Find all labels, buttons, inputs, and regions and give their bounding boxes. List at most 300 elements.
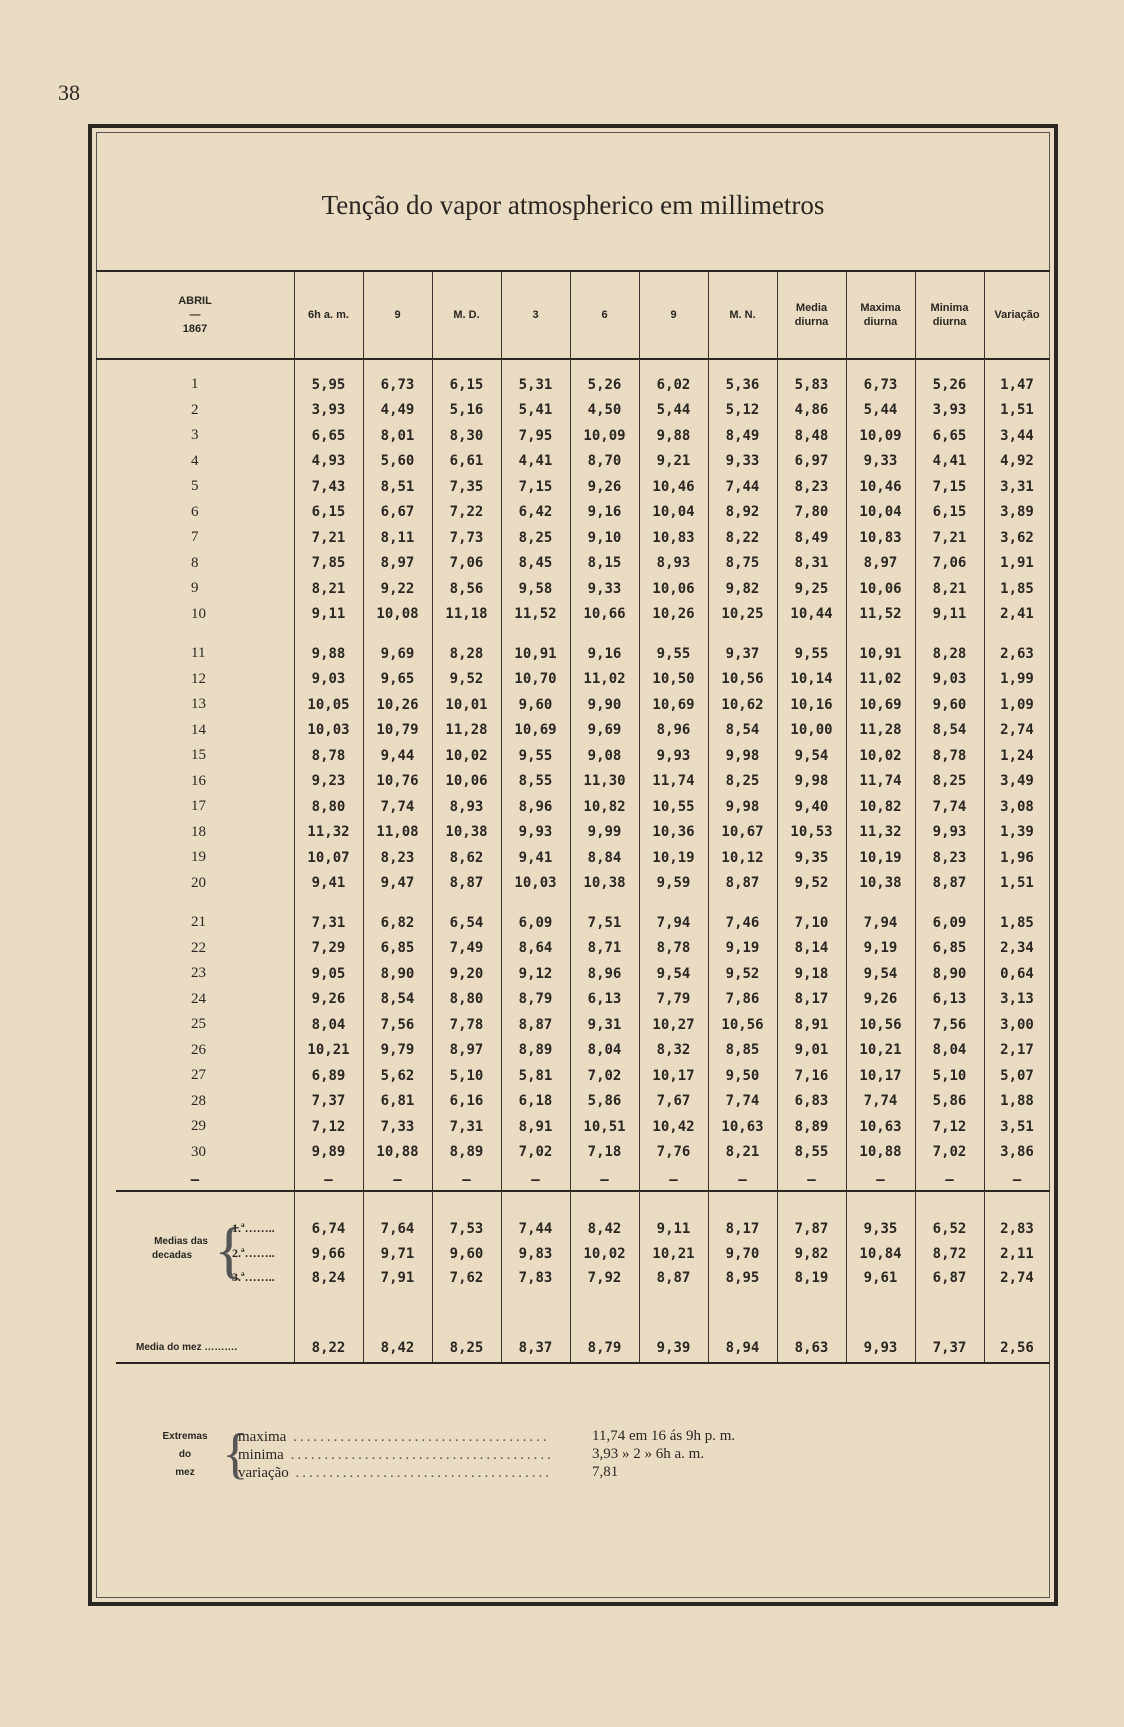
decade-value-cell: 8,42: [587, 1221, 622, 1238]
value-cell: 8,54: [725, 722, 760, 739]
extremes-head-1: Extremas: [162, 1431, 208, 1442]
value-cell: 9,98: [725, 747, 760, 764]
spacer-row: [96, 1291, 1050, 1335]
value-cell: 9,12: [518, 965, 553, 982]
value-cell: 9,93: [932, 824, 967, 841]
value-cell: 9,90: [587, 696, 622, 713]
value-cell: 8,22: [725, 529, 760, 546]
table-row: [96, 961, 1050, 987]
day-number: 8: [191, 554, 199, 571]
value-cell: 9,44: [380, 747, 415, 764]
spacer-cell: [915, 627, 984, 641]
value-cell: 11,28: [445, 722, 488, 739]
day-number: 19: [191, 849, 206, 866]
decade-value-cell: 7,92: [587, 1270, 622, 1287]
spacer-cell: [501, 896, 570, 910]
value-cell: 7,44: [725, 478, 760, 495]
value-cell: 3,62: [1000, 529, 1034, 546]
decade-value-cell: 10,21: [652, 1245, 695, 1262]
value-cell: 10,17: [859, 1067, 902, 1084]
value-cell: 3,89: [1000, 504, 1034, 521]
day-number: 29: [191, 1118, 206, 1135]
dash-cell: —: [807, 1172, 816, 1188]
value-cell: 9,60: [518, 696, 553, 713]
value-cell: 9,88: [311, 645, 346, 662]
value-cell: 6,13: [587, 991, 622, 1008]
value-cell: 5,86: [587, 1093, 622, 1110]
spacer-cell: [777, 896, 846, 910]
value-cell: 10,12: [721, 849, 764, 866]
table-row: [96, 398, 1050, 424]
spacer-cell: [639, 896, 708, 910]
value-cell: 7,33: [380, 1118, 415, 1135]
spacer-cell: [777, 627, 846, 641]
value-cell: 7,49: [449, 940, 484, 957]
value-cell: 11,52: [859, 606, 902, 623]
value-cell: 9,03: [932, 671, 967, 688]
month-mean-row: [96, 1335, 1050, 1361]
value-cell: 5,60: [380, 453, 415, 470]
dash-cell: —: [190, 1172, 200, 1188]
value-cell: 10,56: [859, 1016, 902, 1033]
value-cell: 10,07: [307, 849, 350, 866]
value-cell: 10,66: [583, 606, 626, 623]
value-cell: 7,79: [656, 991, 691, 1008]
value-cell: 4,92: [1000, 453, 1034, 470]
decade-value-cell: 9,60: [449, 1245, 484, 1262]
value-cell: 8,64: [518, 940, 553, 957]
value-cell: 1,51: [1000, 402, 1034, 419]
value-cell: 9,55: [794, 645, 829, 662]
dash-row: [96, 1165, 1050, 1195]
extreme-label: minima: [238, 1447, 284, 1463]
spacer-cell: [294, 627, 363, 641]
table-bottom-rule: [116, 1362, 1050, 1364]
value-cell: 10,09: [583, 427, 626, 444]
col-header: 9: [670, 309, 677, 321]
col-header: Maxima diurna: [860, 302, 901, 328]
value-cell: 11,74: [652, 773, 695, 790]
day-number: 3: [191, 427, 199, 444]
value-cell: 9,58: [518, 580, 553, 597]
table-row: [96, 449, 1050, 475]
col-header: 9: [394, 309, 401, 321]
value-cell: 9,40: [794, 798, 829, 815]
value-cell: 8,89: [518, 1042, 553, 1059]
header-row: [96, 272, 1050, 358]
value-cell: 10,46: [652, 478, 695, 495]
value-cell: 9,88: [656, 427, 691, 444]
value-cell: 10,14: [790, 671, 833, 688]
decade-label-cell: [96, 1266, 294, 1291]
day-number: 24: [191, 990, 206, 1007]
value-cell: 10,25: [721, 606, 764, 623]
table-row: [96, 1140, 1050, 1166]
vapor-tension-table: [96, 272, 1050, 1361]
decade-value-cell: 8,24: [311, 1270, 346, 1287]
decade-row: [96, 1266, 1050, 1291]
value-cell: 10,26: [652, 606, 695, 623]
value-cell: 8,49: [794, 529, 829, 546]
value-cell: 5,10: [449, 1067, 484, 1084]
decade-value-cell: 6,52: [932, 1221, 967, 1238]
spacer-cell: [570, 627, 639, 641]
extreme-label: variação: [238, 1465, 289, 1481]
value-cell: 3,51: [1000, 1118, 1034, 1135]
month-mean-cell: 8,37: [518, 1339, 553, 1356]
value-cell: 8,30: [449, 427, 484, 444]
value-cell: 7,06: [932, 555, 967, 572]
value-cell: 9,99: [587, 824, 622, 841]
spacer-cell: [363, 896, 432, 910]
value-cell: 2,41: [1000, 606, 1034, 623]
day-number: 20: [191, 874, 206, 891]
day-number: 27: [191, 1067, 206, 1084]
decade-value-cell: 2,74: [1000, 1270, 1034, 1287]
value-cell: 8,28: [932, 645, 967, 662]
value-cell: 8,23: [380, 849, 415, 866]
value-cell: 4,49: [380, 402, 415, 419]
value-cell: 1,09: [1000, 696, 1034, 713]
value-cell: 9,50: [725, 1067, 760, 1084]
dash-cell: —: [669, 1172, 678, 1188]
month-mean-cell: 8,79: [587, 1339, 622, 1356]
value-cell: 10,38: [583, 875, 626, 892]
value-cell: 5,36: [725, 376, 760, 393]
dash-cell: —: [462, 1172, 471, 1188]
table-row: [96, 820, 1050, 846]
spacer-cell: [570, 358, 639, 372]
value-cell: 11,32: [859, 824, 902, 841]
value-cell: 10,38: [445, 824, 488, 841]
spacer-cell: [96, 896, 294, 910]
value-cell: 10,38: [859, 875, 902, 892]
value-cell: 8,21: [932, 580, 967, 597]
value-cell: 4,41: [518, 453, 553, 470]
value-cell: 9,41: [518, 849, 553, 866]
value-cell: 9,31: [587, 1016, 622, 1033]
extreme-row: [238, 1446, 554, 1464]
value-cell: 7,37: [311, 1093, 346, 1110]
value-cell: 7,12: [311, 1118, 346, 1135]
extreme-row: [238, 1464, 552, 1482]
extremes-brace: {: [222, 1423, 249, 1485]
value-cell: 7,94: [863, 914, 898, 931]
value-cell: 9,93: [518, 824, 553, 841]
col-header: Media diurna: [794, 302, 829, 328]
decade-row: [96, 1217, 1050, 1242]
value-cell: 10,03: [514, 875, 557, 892]
decade-value-cell: 8,17: [725, 1221, 760, 1238]
value-cell: 7,56: [380, 1016, 415, 1033]
value-cell: 10,36: [652, 824, 695, 841]
value-cell: 7,95: [518, 427, 553, 444]
table-row: [96, 474, 1050, 500]
value-cell: 10,69: [514, 722, 557, 739]
value-cell: 6,42: [518, 504, 553, 521]
value-cell: 11,32: [307, 824, 350, 841]
spacer-cell: [501, 627, 570, 641]
value-cell: 5,12: [725, 402, 760, 419]
value-cell: 5,44: [656, 402, 691, 419]
decade-value-cell: 2,11: [1000, 1245, 1034, 1262]
value-cell: 8,54: [932, 722, 967, 739]
spacer-cell: [294, 358, 363, 372]
value-cell: 10,83: [652, 529, 695, 546]
value-cell: 1,96: [1000, 849, 1034, 866]
decade-value-cell: 10,84: [859, 1245, 902, 1262]
value-cell: 5,95: [311, 376, 346, 393]
value-cell: 4,50: [587, 402, 622, 419]
value-cell: 8,96: [518, 798, 553, 815]
month-mean-cell: 8,94: [725, 1339, 760, 1356]
decade-label: 2.ª……..: [232, 1245, 275, 1260]
value-cell: 6,09: [518, 914, 553, 931]
value-cell: 10,04: [859, 504, 902, 521]
value-cell: 3,93: [932, 402, 967, 419]
value-cell: 1,88: [1000, 1093, 1034, 1110]
value-cell: 8,23: [932, 849, 967, 866]
value-cell: 8,87: [518, 1016, 553, 1033]
value-cell: 7,22: [449, 504, 484, 521]
value-cell: 8,78: [656, 940, 691, 957]
value-cell: 9,11: [311, 606, 346, 623]
decade-spacer-row: [96, 627, 1050, 641]
dash-cell: —: [1012, 1172, 1022, 1188]
dash-cell: —: [945, 1172, 954, 1188]
value-cell: 5,26: [932, 376, 967, 393]
value-cell: 8,71: [587, 940, 622, 957]
value-cell: 6,02: [656, 376, 691, 393]
month-mean-cell: 9,93: [863, 1339, 898, 1356]
decade-spacer-row: [96, 896, 1050, 910]
day-number: 6: [191, 503, 199, 520]
leader-dots: .......................................: [283, 1447, 554, 1463]
value-cell: 3,13: [1000, 991, 1034, 1008]
value-cell: 8,32: [656, 1042, 691, 1059]
table-row: [96, 987, 1050, 1013]
month-mean-cell: 8,63: [794, 1339, 829, 1356]
value-cell: 7,86: [725, 991, 760, 1008]
value-cell: 7,02: [932, 1144, 967, 1161]
day-number: 30: [191, 1143, 206, 1160]
value-cell: 9,26: [311, 991, 346, 1008]
value-cell: 10,26: [376, 696, 419, 713]
value-cell: 9,54: [656, 965, 691, 982]
value-cell: 9,22: [380, 580, 415, 597]
value-cell: 9,98: [725, 798, 760, 815]
month-mean-cell: 2,56: [1000, 1339, 1034, 1356]
decade-value-cell: 9,66: [311, 1245, 346, 1262]
month-mean-cell: 7,37: [932, 1339, 967, 1356]
year-label: 1867: [182, 323, 208, 335]
table-row: [96, 845, 1050, 871]
extremes-head-2: do: [178, 1449, 192, 1460]
spacer-cell: [915, 896, 984, 910]
value-cell: 8,93: [449, 798, 484, 815]
value-cell: 11,52: [514, 606, 557, 623]
dash-cell: —: [531, 1172, 540, 1188]
value-cell: 5,81: [518, 1067, 553, 1084]
extreme-value: 11,74 em 16 ás 9h p. m.: [592, 1428, 736, 1444]
value-cell: 5,41: [518, 402, 553, 419]
value-cell: 9,52: [725, 965, 760, 982]
value-cell: 10,19: [652, 849, 695, 866]
value-cell: 3,93: [311, 402, 346, 419]
value-cell: 8,85: [725, 1042, 760, 1059]
decades-brace: {: [214, 1214, 245, 1285]
value-cell: 8,31: [794, 555, 829, 572]
decade-value-cell: 8,95: [725, 1270, 760, 1287]
value-cell: 5,83: [794, 376, 829, 393]
value-cell: 7,56: [932, 1016, 967, 1033]
value-cell: 3,08: [1000, 798, 1034, 815]
table-row: [96, 1089, 1050, 1115]
value-cell: 3,44: [1000, 427, 1034, 444]
decade-value-cell: 9,70: [725, 1245, 760, 1262]
table-row: [96, 500, 1050, 526]
spacer-cell: [846, 896, 915, 910]
decade-value-cell: 6,74: [311, 1221, 346, 1238]
value-cell: 1,24: [1000, 747, 1034, 764]
value-cell: 10,06: [445, 773, 488, 790]
value-cell: 6,15: [449, 376, 484, 393]
value-cell: 9,33: [863, 453, 898, 470]
value-cell: 9,08: [587, 747, 622, 764]
decade-value-cell: 8,19: [794, 1270, 829, 1287]
value-cell: 10,88: [859, 1144, 902, 1161]
decade-value-cell: 8,87: [656, 1270, 691, 1287]
value-cell: 9,37: [725, 645, 760, 662]
value-cell: 9,01: [794, 1042, 829, 1059]
col-header: 3: [532, 309, 539, 321]
decade-value-cell: 7,44: [518, 1221, 553, 1238]
value-cell: 10,62: [721, 696, 764, 713]
extreme-label: maxima: [238, 1429, 287, 1445]
value-cell: 10,83: [859, 529, 902, 546]
value-cell: 7,51: [587, 914, 622, 931]
value-cell: 8,55: [794, 1144, 829, 1161]
table-row: [96, 910, 1050, 936]
value-cell: 8,04: [587, 1042, 622, 1059]
decade-value-cell: 7,83: [518, 1270, 553, 1287]
spacer-cell: [639, 358, 708, 372]
day-number: 18: [191, 823, 206, 840]
value-cell: 6,85: [380, 940, 415, 957]
value-cell: 9,26: [587, 478, 622, 495]
value-cell: 8,48: [794, 427, 829, 444]
spacer-cell: [846, 358, 915, 372]
value-cell: 8,92: [725, 504, 760, 521]
value-cell: 10,53: [790, 824, 833, 841]
value-cell: 10,09: [859, 427, 902, 444]
value-cell: 3,49: [1000, 773, 1034, 790]
value-cell: 9,03: [311, 671, 346, 688]
extremes-heading: [150, 1428, 220, 1482]
decade-value-cell: 7,91: [380, 1270, 415, 1287]
day-number: 2: [191, 401, 199, 418]
value-cell: 11,28: [859, 722, 902, 739]
day-number: 23: [191, 965, 206, 982]
dash-cell: —: [600, 1172, 609, 1188]
value-cell: 8,01: [380, 427, 415, 444]
dash-cell: —: [393, 1172, 402, 1188]
day-number: 21: [191, 914, 206, 931]
value-cell: 6,09: [932, 914, 967, 931]
spacer-cell: [984, 358, 1050, 372]
value-cell: 9,54: [794, 747, 829, 764]
value-cell: 9,55: [656, 645, 691, 662]
value-cell: 1,99: [1000, 671, 1034, 688]
table-row: [96, 641, 1050, 667]
value-cell: 1,51: [1000, 875, 1034, 892]
value-cell: 8,25: [932, 773, 967, 790]
day-number: 11: [191, 645, 206, 662]
spacer-cell: [639, 627, 708, 641]
decade-value-cell: 9,83: [518, 1245, 553, 1262]
value-cell: 6,18: [518, 1093, 553, 1110]
value-cell: 7,74: [380, 798, 415, 815]
value-cell: 10,79: [376, 722, 419, 739]
value-cell: 6,82: [380, 914, 415, 931]
col-header: Variação: [994, 309, 1040, 321]
value-cell: 6,13: [932, 991, 967, 1008]
decade-label-cell: [96, 1242, 294, 1267]
value-cell: 9,23: [311, 773, 346, 790]
value-cell: 2,63: [1000, 645, 1034, 662]
day-number: 4: [191, 452, 199, 469]
leader-dots: ......................................: [288, 1465, 553, 1481]
value-cell: 7,76: [656, 1144, 691, 1161]
value-cell: 7,06: [449, 555, 484, 572]
decades-title-1: Medias das: [154, 1236, 208, 1247]
value-cell: 7,16: [794, 1067, 829, 1084]
value-cell: 6,65: [311, 427, 346, 444]
day-number: 15: [191, 747, 206, 764]
value-cell: 8,70: [587, 453, 622, 470]
value-cell: 9,52: [794, 875, 829, 892]
value-cell: 8,78: [311, 747, 346, 764]
value-cell: 1,47: [1000, 376, 1034, 393]
spacer-cell: [708, 896, 777, 910]
table-row: [96, 769, 1050, 795]
value-cell: 8,97: [380, 555, 415, 572]
value-cell: 6,54: [449, 914, 484, 931]
value-cell: 7,73: [449, 529, 484, 546]
value-cell: 3,00: [1000, 1016, 1034, 1033]
value-cell: 7,80: [794, 504, 829, 521]
decade-value-cell: 7,87: [794, 1221, 829, 1238]
page-number: 38: [58, 80, 80, 105]
day-number: 22: [191, 939, 206, 956]
value-cell: 1,39: [1000, 824, 1034, 841]
value-cell: 9,33: [587, 580, 622, 597]
value-cell: 10,03: [307, 722, 350, 739]
spacer-cell: [708, 627, 777, 641]
value-cell: 10,76: [376, 773, 419, 790]
spacer-cell: [432, 896, 501, 910]
value-cell: 8,90: [380, 965, 415, 982]
value-cell: 6,15: [932, 504, 967, 521]
value-cell: 7,31: [449, 1118, 484, 1135]
day-number: 28: [191, 1092, 206, 1109]
value-cell: 8,80: [311, 798, 346, 815]
table-row: [96, 602, 1050, 628]
value-cell: 7,10: [794, 914, 829, 931]
decade-value-cell: 8,72: [932, 1245, 967, 1262]
value-cell: 8,78: [932, 747, 967, 764]
value-cell: 7,46: [725, 914, 760, 931]
